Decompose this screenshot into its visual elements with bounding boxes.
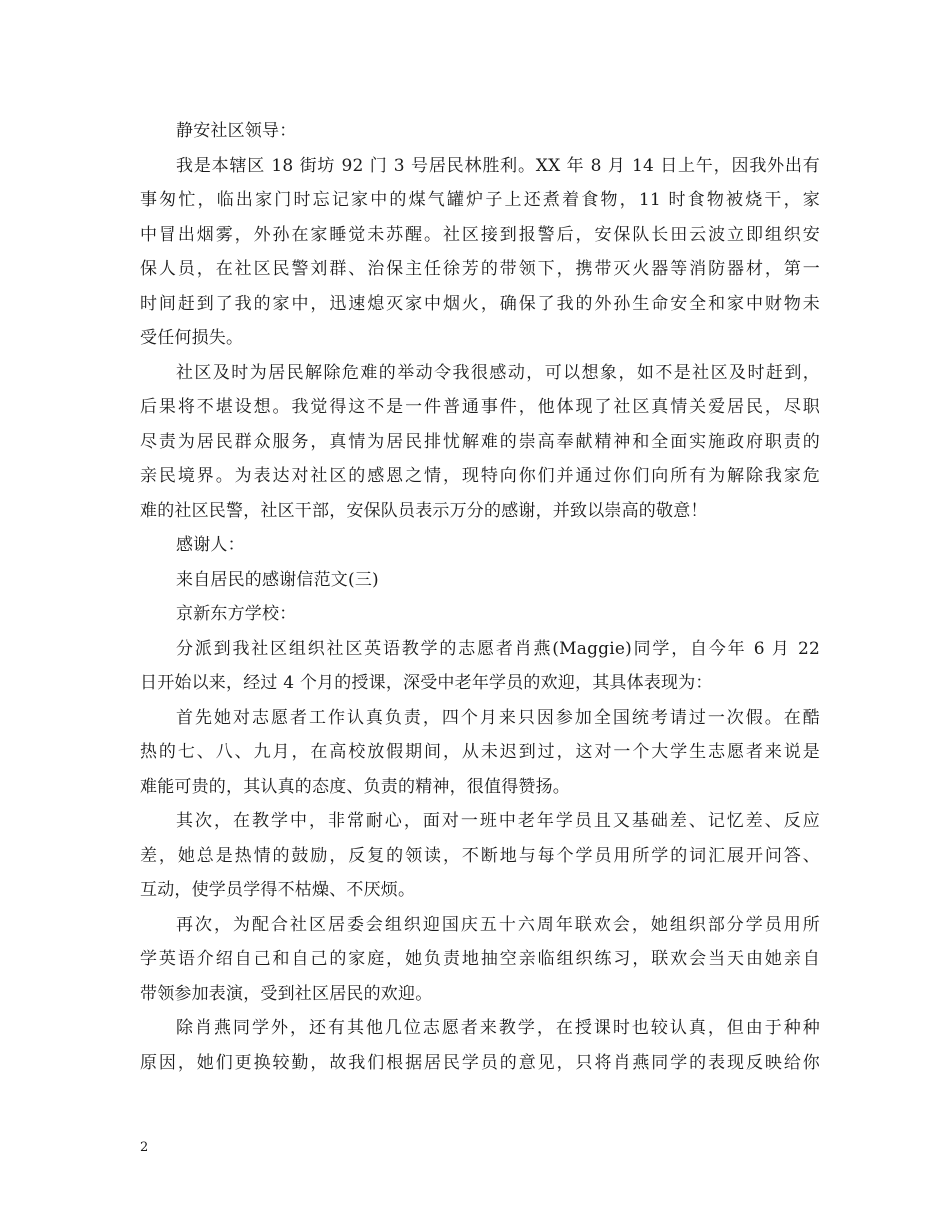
paragraph-line: 事匆忙，临出家门时忘记家中的煤气罐炉子上还煮着食物，11 时食物被烧干，家 — [140, 190, 820, 210]
paragraph-line: 其次，在教学中，非常耐心，面对一班中老年学员且又基础差、记忆差、反应 — [176, 811, 820, 831]
paragraph-line: 分派到我社区组织社区英语教学的志愿者肖燕(Maggie)同学，自今年 6 月 22 — [176, 639, 820, 659]
paragraph-line: 后果将不堪设想。我觉得这不是一件普通事件，他体现了社区真情关爱居民，尽职 — [140, 397, 820, 417]
paragraph-line: 受任何损失。 — [140, 328, 244, 348]
salutation-shequ: 静安社区领导： — [176, 121, 297, 141]
paragraph-line: 原因，她们更换较勤，故我们根据居民学员的意见，只将肖燕同学的表现反映给你 — [140, 1053, 820, 1073]
paragraph-line: 尽责为居民群众服务，真情为居民排忧解难的崇高奉献精神和全面实施政府职责的 — [140, 432, 820, 452]
paragraph-line: 热的七、八、九月，在高校放假期间，从未迟到过，这对一个大学生志愿者来说是 — [140, 742, 820, 762]
paragraph-line: 难能可贵的，其认真的态度、负责的精神，很值得赞扬。 — [140, 777, 570, 797]
paragraph-line: 我是本辖区 18 街坊 92 门 3 号居民林胜利。XX 年 8 月 14 日上午，因我外出有 — [176, 156, 820, 176]
paragraph-line: 首先她对志愿者工作认真负责，四个月来只因参加全国统考请过一次假。在酷 — [176, 708, 820, 728]
paragraph-line: 互动，使学员学得不枯燥、不厌烦。 — [140, 880, 416, 900]
paragraph-line: 时间赶到了我的家中，迅速熄灭家中烟火，确保了我的外孙生命安全和家中财物未 — [140, 294, 820, 314]
paragraph-line: 社区及时为居民解除危难的举动令我很感动，可以想象，如不是社区及时赶到， — [176, 363, 820, 383]
paragraph-line: 除肖燕同学外，还有其他几位志愿者来教学，在授课时也较认真，但由于种种 — [176, 1018, 820, 1038]
salutation-school: 京新东方学校： — [176, 604, 297, 624]
section-title: 来自居民的感谢信范文(三) — [176, 570, 379, 590]
paragraph-line: 带领参加表演，受到社区居民的欢迎。 — [140, 984, 433, 1004]
paragraph-line: 再次，为配合社区居委会组织迎国庆五十六周年联欢会，她组织部分学员用所 — [176, 915, 820, 935]
paragraph-line: 差，她总是热情的鼓励，反复的领读，不断地与每个学员用所学的词汇展开问答、 — [140, 846, 820, 866]
paragraph-line: 亲民境界。为表达对社区的感恩之情，现特向你们并通过你们向所有为解除我家危 — [140, 466, 820, 486]
paragraph-line: 日开始以来，经过 4 个月的授课，深受中老年学员的欢迎，其具体表现为： — [140, 673, 713, 693]
signature-line: 感谢人： — [176, 535, 245, 555]
paragraph-line: 保人员，在社区民警刘群、治保主任徐芳的带领下，携带灭火器等消防器材，第一 — [140, 259, 820, 279]
paragraph-line: 学英语介绍自己和自己的家庭，她负责地抽空亲临组织练习，联欢会当天由她亲自 — [140, 949, 820, 969]
paragraph-line: 难的社区民警，社区干部，安保队员表示万分的感谢，并致以崇高的敬意！ — [140, 501, 708, 521]
page-number: 2 — [140, 1140, 149, 1155]
paragraph-line: 中冒出烟雾，外孙在家睡觉未苏醒。社区接到报警后，安保队长田云波立即组织安 — [140, 225, 820, 245]
